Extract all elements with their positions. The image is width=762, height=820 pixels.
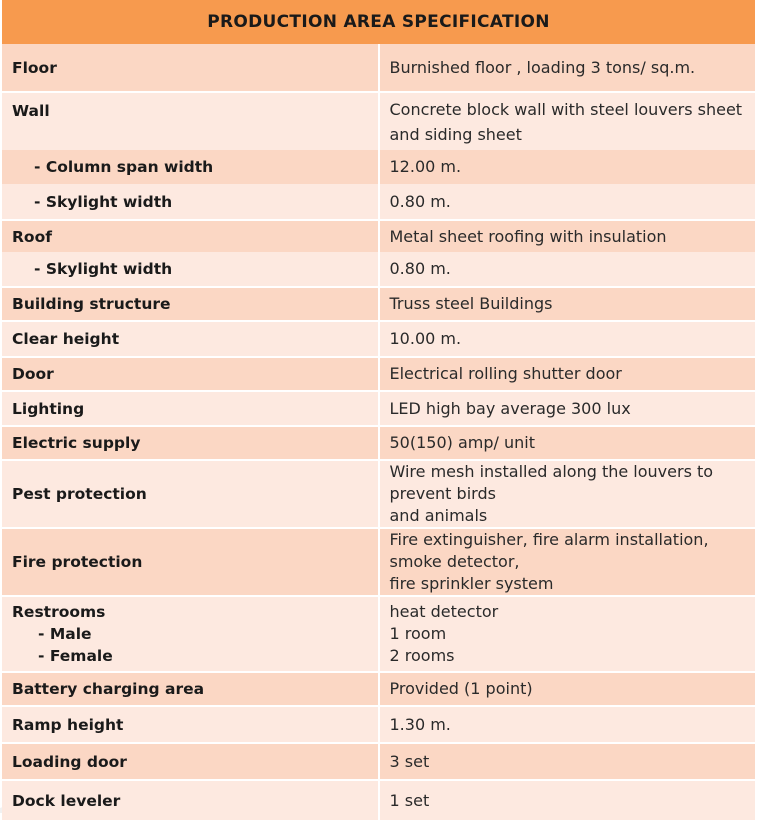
table-row [2,672,755,706]
row-value-line: Concrete block wall with steel louvers sheet [389,99,743,119]
row-label: Door [2,357,379,391]
table-row [2,44,755,92]
table-header [2,0,755,44]
row-label: Loading door [2,743,379,780]
row-value: Electrical rolling shutter door [379,357,756,391]
table-row [2,357,755,391]
row-label: Building structure [2,287,379,321]
row-value [379,92,756,150]
row-value-line: and animals [389,506,488,525]
sub-label: - Column span width [34,158,214,176]
row-value: Truss steel Buildings [379,287,756,321]
table-row [2,743,755,780]
row-label-line: Restrooms [12,603,106,621]
table-row [2,426,755,460]
sub-label: - Skylight width [34,192,173,211]
row-label: Lighting [2,391,379,426]
row-value: Burnished floor , loading 3 tons/ sq.m. [379,44,756,92]
row-value [379,596,756,672]
row-value [379,460,756,528]
table-row [2,321,755,357]
row-label: Floor [2,44,379,92]
row-value-line: heat detector [389,602,499,621]
row-value: 0.80 m. [379,184,756,220]
table-row [2,150,755,184]
row-value: 3 set [379,743,756,780]
table-row [2,391,755,426]
row-value-line: 2 rooms [389,646,455,665]
row-value-line: Fire extinguisher, fire alarm installation, smoke detector, [389,530,709,571]
row-label [2,150,379,184]
row-label: Wall [2,92,379,150]
table-row [2,706,755,743]
table-row [2,780,755,820]
row-label [2,596,379,672]
table-title: PRODUCTION AREA SPECIFICATION [2,0,755,44]
row-value-line: 1 room [389,624,447,643]
table-row [2,252,755,287]
row-label: Roof [2,220,379,252]
row-value: Provided (1 point) [379,672,756,706]
row-label [2,184,379,220]
row-value: 0.80 m. [379,252,756,287]
row-label: Ramp height [2,706,379,743]
row-value: 1 set [379,780,756,820]
row-value-line: and siding sheet [389,124,522,144]
row-value: Metal sheet roofing with insulation [379,220,756,252]
row-label: Clear height [2,321,379,357]
table-row [2,528,755,596]
sub-label: - Skylight width [34,260,173,278]
table-row [2,460,755,528]
table-row [2,184,755,220]
table-row [2,596,755,672]
sub-label: - Female [38,647,113,665]
row-label: Dock leveler [2,780,379,820]
spec-table [2,0,755,820]
row-value: LED high bay average 300 lux [379,391,756,426]
row-label [2,252,379,287]
row-value: 1.30 m. [379,706,756,743]
row-label: Fire protection [2,528,379,596]
row-label: Electric supply [2,426,379,460]
row-value: 12.00 m. [379,150,756,184]
row-label: Pest protection [2,460,379,528]
row-value-line: Wire mesh installed along the louvers to prevent birds [389,462,714,503]
row-value: 10.00 m. [379,321,756,357]
row-value [379,528,756,596]
table-row [2,287,755,321]
table-row [2,92,755,150]
sub-label: - Male [38,625,92,643]
table-row [2,220,755,252]
row-value: 50(150) amp/ unit [379,426,756,460]
row-label: Battery charging area [2,672,379,706]
row-value-line: fire sprinkler system [389,574,554,593]
